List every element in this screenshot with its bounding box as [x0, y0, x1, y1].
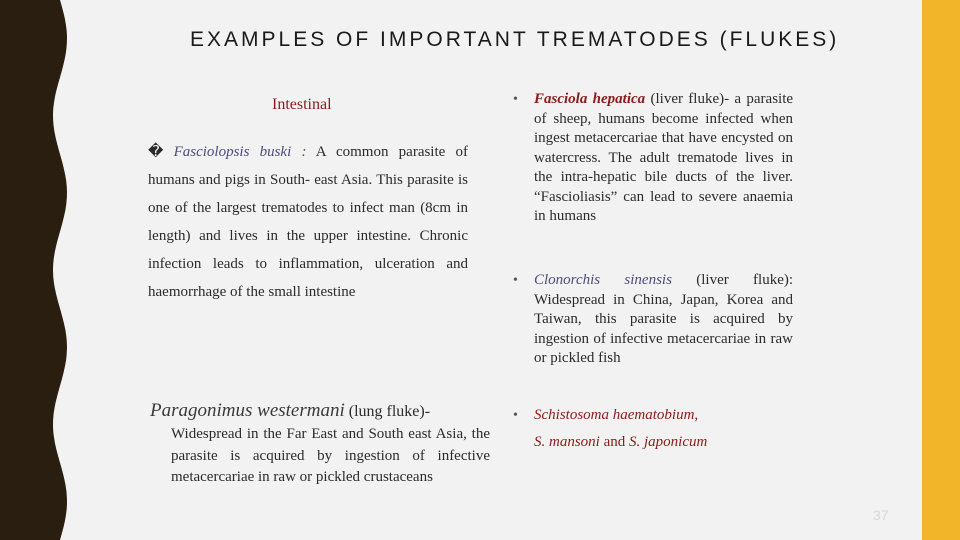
- paragonimus-heading: [150, 400, 490, 422]
- species-name-schistosoma-haematobium: Schistosoma haematobium: [534, 407, 695, 423]
- paragonimus-description: Widespread in the Far East and South east Asia, the parasite is acquired by ingestion of infective metacercariae in raw or pickled crustaceans: [171, 426, 490, 485]
- species-name-fasciolopsis: Fasciolopsis buski :: [173, 144, 307, 160]
- species-name-fasciola: Fasciola hepatica: [534, 91, 646, 107]
- species-name-schistosoma-japonicum: S. japonicum: [629, 434, 708, 450]
- clonorchis-description: (liver fluke): Widespread in China, Japan, Korea and Taiwan, this parasite is acquired by ingestion of infective metacercariae in raw or pickled fish: [534, 272, 794, 366]
- bullet-icon: •: [513, 408, 518, 423]
- yellow-accent-band: [922, 0, 960, 540]
- bullet-icon: •: [513, 92, 518, 107]
- clonorchis-item: [513, 271, 793, 369]
- fasciolopsis-paragraph: [148, 138, 468, 306]
- conjunction: and: [603, 434, 626, 450]
- fasciolopsis-description: A common parasite of humans and pigs in South- east Asia. This parasite is one of the largest trematodes to infect man (8cm in length) and lives in the upper intestine. Chronic infection leads to inflammation, ulceration and haemorrhage of the small intestine: [148, 144, 468, 300]
- dark-side-band: [0, 0, 70, 540]
- section-subheading: Intestinal: [272, 96, 332, 113]
- paragonimus-paragraph: [150, 400, 490, 489]
- fasciola-item: [513, 90, 793, 227]
- species-name-paragonimus: Paragonimus westermani: [150, 400, 345, 421]
- fasciola-description: (liver fluke)- a parasite of sheep, humans become infected when ingest metacercariae that have encysted on watercress. The adult trematode lives in the intra-hepatic bile ducts of the liver. “Fascioliasis” can lead to severe anaemia in humans: [534, 91, 794, 224]
- bullet-icon: •: [513, 273, 518, 288]
- page-number: 37: [873, 507, 889, 523]
- species-name-clonorchis: Clonorchis sinensis: [534, 272, 672, 288]
- separator: ,: [694, 407, 699, 423]
- species-name-schistosoma-mansoni: S. mansoni: [534, 434, 600, 450]
- schistosoma-item: [513, 402, 793, 456]
- item-marker: �: [148, 144, 164, 160]
- paragonimus-note: (lung fluke)-: [348, 403, 431, 420]
- slide-title: EXAMPLES OF IMPORTANT TREMATODES (FLUKES): [190, 28, 840, 51]
